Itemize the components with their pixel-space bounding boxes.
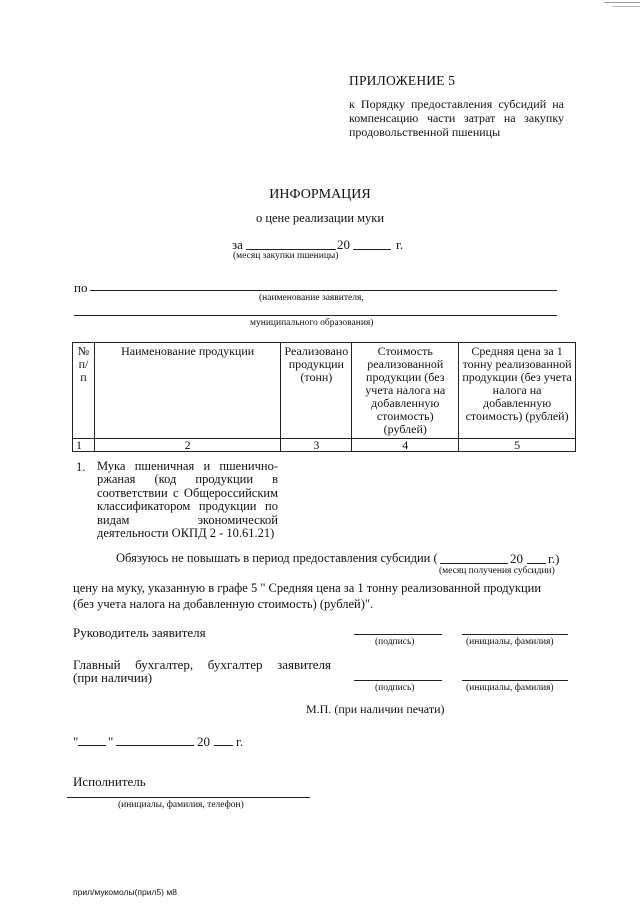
initials-caption: (инициалы, фамилия)	[466, 637, 554, 647]
appendix-description: к Порядку предоставления субсидий на компенсацию части затрат на закупку продовольственной пшеницы	[349, 97, 564, 139]
period-year-field[interactable]	[353, 249, 391, 250]
head-label: Руководитель заявителя	[73, 625, 206, 640]
obligation-year: 20	[510, 551, 523, 566]
table-header-row	[73, 343, 576, 439]
period-month-field[interactable]	[246, 249, 336, 250]
accountant-initials-field[interactable]	[462, 680, 568, 681]
executor-caption: (инициалы, фамилия, телефон)	[118, 800, 244, 810]
obligation-text-3: (без учета налога на добавленную стоимость) (рублей)".	[73, 597, 374, 611]
page-title: ИНФОРМАЦИЯ	[269, 187, 371, 202]
col-header-name: Наименование продукции	[94, 343, 280, 439]
executor-label: Исполнитель	[73, 774, 146, 789]
col-header-cost: Стоимость реализованной продукции (без учета налога на добавленную стоимость) (рублей)	[352, 343, 459, 439]
accountant-signature-field[interactable]	[354, 680, 442, 681]
applicant-caption: (наименование заявителя,	[259, 293, 364, 303]
date-close-quote: "	[108, 734, 114, 749]
head-signature-field[interactable]	[354, 634, 442, 635]
signature-caption: (подпись)	[375, 683, 415, 693]
period-caption: (месяц закупки пшеницы)	[233, 251, 339, 261]
applicant-prefix: по	[74, 280, 88, 295]
date-open-quote: "	[73, 734, 79, 749]
municipality-field[interactable]	[74, 315, 557, 316]
applicant-name-field[interactable]	[90, 290, 557, 291]
table-number-row	[73, 439, 576, 452]
obligation-caption: (месяц получения субсидии)	[439, 566, 555, 576]
col-number: 2	[94, 439, 280, 452]
accountant-label: Главный бухгалтер, бухгалтер заявителя	[73, 657, 331, 672]
date-year-field[interactable]	[214, 745, 233, 746]
stamp-note: М.П. (при наличии печати)	[306, 702, 445, 716]
period-suffix: г.	[396, 237, 404, 252]
appendix-title: ПРИЛОЖЕНИЕ 5	[349, 73, 456, 88]
obligation-suffix: г.)	[548, 551, 560, 566]
scan-mark	[612, 6, 640, 7]
accountant-label-note: (при наличии)	[73, 670, 153, 685]
page-subtitle: о цене реализации муки	[255, 211, 385, 225]
info-table	[72, 342, 576, 452]
col-number: 4	[352, 439, 459, 452]
date-day-field[interactable]	[78, 745, 106, 746]
col-number: 1	[73, 439, 95, 452]
date-month-field[interactable]	[116, 745, 194, 746]
col-header-num: № п/ п	[73, 343, 95, 439]
file-footer: прил/мукомолы(прил5) м8	[73, 887, 177, 897]
initials-caption: (инициалы, фамилия)	[466, 683, 554, 693]
col-number: 5	[459, 439, 576, 452]
col-header-avg-price: Средняя цена за 1 тонну реализованной продукции (без учета налога на добавленную стоимость) (рублей)	[459, 343, 576, 439]
subsidy-month-field[interactable]	[440, 563, 508, 564]
col-number: 3	[281, 439, 352, 452]
signature-caption: (подпись)	[375, 637, 415, 647]
period-year: 20	[337, 237, 350, 252]
date-year: 20	[197, 734, 210, 749]
col-header-sold: Реализовано продукции (тонн)	[281, 343, 352, 439]
date-suffix: г.	[236, 734, 244, 749]
row-product-name: Мука пшеничная и пшенично-ржаная (код продукции в соответствии с Общероссийским классификатором продукции по видам экономической деятельности ОКПД 2 - 10.61.21)	[97, 459, 278, 541]
executor-field[interactable]	[67, 797, 310, 798]
scan-mark	[604, 2, 640, 3]
row-number: 1.	[76, 460, 86, 474]
subsidy-year-field[interactable]	[527, 563, 546, 564]
head-initials-field[interactable]	[462, 634, 568, 635]
municipality-caption: муниципального образования)	[250, 318, 374, 328]
period-prefix: за	[232, 237, 243, 252]
obligation-text: Обязуюсь не повышать в период предоставления субсидии (	[116, 551, 438, 565]
obligation-text-2: цену на муку, указанную в графе 5 " Средняя цена за 1 тонну реализованной продукции	[73, 581, 542, 595]
